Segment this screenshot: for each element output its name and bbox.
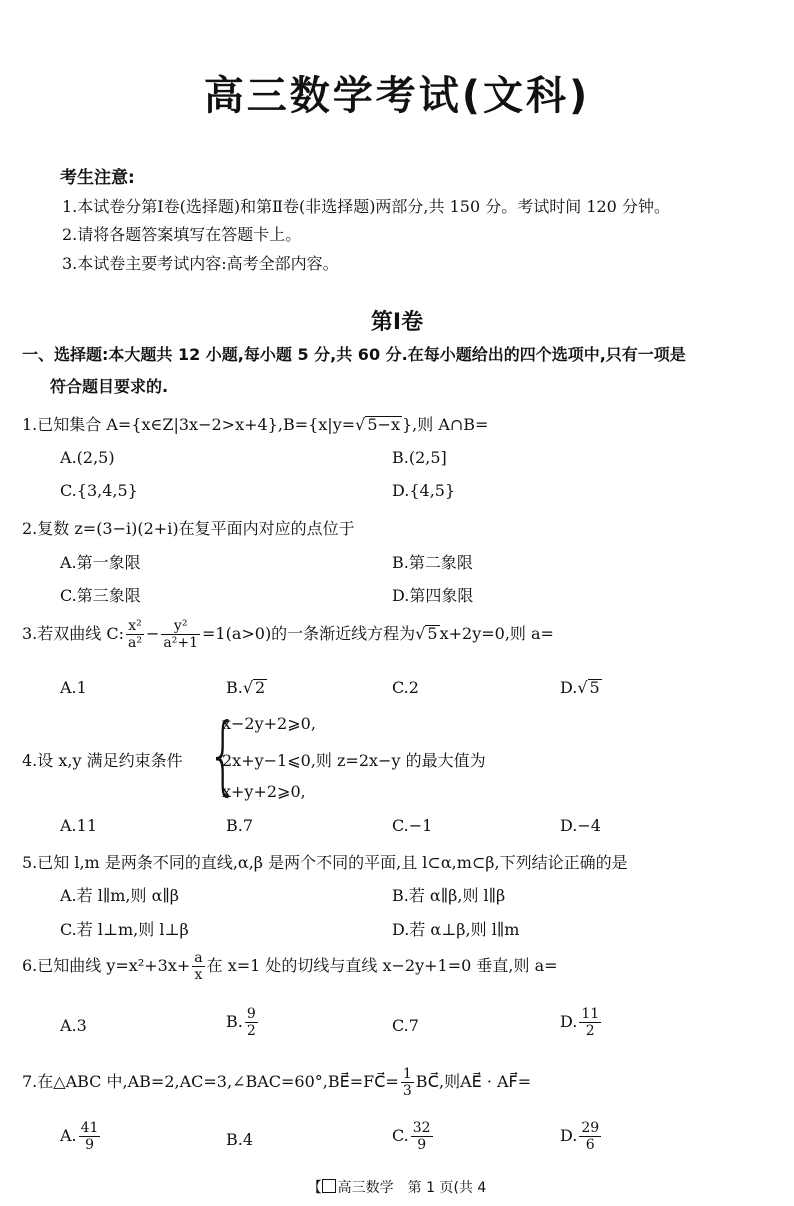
notice-item: 3.本试卷主要考试内容:高考全部内容。	[62, 254, 339, 273]
q7-option-c-label: C.	[392, 1126, 409, 1145]
q3-minus: −	[145, 624, 160, 643]
q7-frac-num: 1	[402, 1066, 412, 1082]
q6-frac-num: a	[194, 950, 203, 966]
q2-option-c: C.第三象限	[60, 586, 141, 605]
frac-num: 9	[246, 1006, 256, 1022]
sqrt-sign: √	[355, 415, 366, 434]
frac-den: 9	[417, 1137, 427, 1153]
exam-title: 高三数学考试(文科)	[203, 73, 591, 119]
q3-option-a: A.1	[60, 678, 87, 697]
q4-option-d: D.−4	[560, 816, 601, 835]
q3-frac1-den: a²	[128, 635, 142, 651]
q6-stem-a: 6.已知曲线 y=x²+3x+	[22, 956, 191, 975]
q6-option-b	[226, 1006, 260, 1039]
question-3	[22, 618, 554, 651]
q3-option-c: C.2	[392, 678, 419, 697]
q6-stem-b: 在 x=1 处的切线与直线 x−2y+1=0 垂直,则 a=	[206, 956, 558, 975]
q7-option-a-label: A.	[60, 1126, 77, 1145]
q7-option-d	[560, 1120, 603, 1153]
q3-option-d	[560, 678, 602, 697]
bracket-left: 【	[307, 1180, 322, 1196]
question-1	[22, 412, 488, 435]
q7-option-d-frac	[579, 1120, 601, 1153]
notice-item: 1.本试卷分第Ⅰ卷(选择题)和第Ⅱ卷(非选择题)两部分,共 150 分。考试时间 120 分钟。	[62, 197, 670, 216]
page-footer	[0, 1177, 794, 1197]
frac-num: 41	[80, 1120, 99, 1136]
q4-option-b: B.7	[226, 816, 254, 835]
q2-option-b: B.第二象限	[392, 553, 473, 572]
q7-stem-b: BC⃗,则AE⃗ · AF⃗=	[415, 1072, 532, 1091]
q4-option-a: A.11	[60, 816, 97, 835]
q1-option-c: C.{3,4,5}	[60, 481, 138, 500]
q7-option-a	[60, 1120, 102, 1153]
q7-option-c	[392, 1120, 435, 1153]
q7-fraction	[401, 1066, 414, 1099]
sqrt-sign: √	[242, 678, 254, 697]
q5-option-c: C.若 l⊥m,则 l⊥β	[60, 920, 189, 939]
q6-option-c: C.7	[392, 1016, 419, 1035]
q7-option-a-frac	[79, 1120, 101, 1153]
question-5: 5.已知 l,m 是两条不同的直线,α,β 是两个不同的平面,且 l⊂α,m⊂β,下列结论正确的是	[22, 853, 628, 872]
sqrt-sign: √	[415, 624, 426, 643]
notice-item: 2.请将各题答案填写在答题卡上。	[62, 225, 302, 244]
q4-option-c: C.−1	[392, 816, 433, 835]
q4-constraint-system	[208, 705, 486, 805]
question-2: 2.复数 z=(3−i)(2+i)在复平面内对应的点位于	[22, 519, 355, 538]
q3-option-d-label: D.	[560, 678, 578, 697]
q2-option-a: A.第一象限	[60, 553, 141, 572]
q3-option-d-sqrt: 5	[589, 678, 600, 697]
frac-den: 2	[246, 1023, 256, 1039]
section-instructions-cont: 符合题目要求的.	[50, 377, 169, 396]
q7-option-d-label: D.	[560, 1126, 578, 1145]
q4-constraint-1: x−2y+2⩾0,	[222, 714, 316, 733]
footer-text: 高三数学 第 1 页(共 4	[337, 1180, 487, 1196]
volume-title: 第Ⅰ卷	[370, 310, 424, 335]
frac-den: 6	[585, 1137, 595, 1153]
q3-stem-b: =1(a>0)的一条渐近线方程为	[201, 624, 416, 643]
q3-fraction-2	[161, 618, 200, 651]
q1-sqrt-arg: 5−x	[367, 415, 400, 434]
section-instructions: 一、选择题:本大题共 12 小题,每小题 5 分,共 60 分.在每小题给出的四个选项中,只有一项是	[22, 345, 686, 364]
question-6	[22, 950, 558, 983]
question-4: 4.设 x,y 满足约束条件	[22, 751, 183, 770]
frac-den: 2	[585, 1023, 595, 1039]
q3-stem-c: x+2y=0,则 a=	[439, 624, 554, 643]
q1-option-b: B.(2,5]	[392, 448, 447, 467]
question-7	[22, 1066, 531, 1099]
q3-option-b	[226, 678, 267, 697]
q6-option-a: A.3	[60, 1016, 87, 1035]
q7-option-b: B.4	[226, 1130, 254, 1149]
frac-num: 29	[581, 1120, 600, 1136]
q3-frac2-num: y²	[161, 618, 200, 635]
publisher-logo-icon	[322, 1179, 336, 1193]
frac-num: 11	[581, 1006, 600, 1022]
q1-option-d: D.{4,5}	[392, 481, 456, 500]
q3-frac2-den: a²+1	[163, 635, 198, 651]
left-brace: {	[208, 705, 239, 805]
q3-option-b-label: B.	[226, 678, 243, 697]
q2-option-d: D.第四象限	[392, 586, 474, 605]
q3-frac1-num: x²	[126, 618, 144, 635]
q3-sqrt-arg: 5	[427, 624, 438, 643]
q7-option-c-frac	[411, 1120, 433, 1153]
frac-num: 32	[412, 1120, 431, 1136]
q3-option-b-sqrt: 2	[255, 678, 266, 697]
q1-option-a: A.(2,5)	[60, 448, 115, 467]
sqrt-sign: √	[577, 678, 588, 697]
q6-option-d	[560, 1006, 603, 1039]
q4-constraint-2: 2x+y−1⩽0,则 z=2x−y 的最大值为	[222, 751, 486, 770]
q6-option-d-frac	[579, 1006, 601, 1039]
q3-fraction-1	[126, 618, 144, 651]
q5-option-b: B.若 α∥β,则 l∥β	[392, 886, 506, 905]
q5-option-a: A.若 l∥m,则 α∥β	[60, 886, 180, 905]
q6-option-b-label: B.	[226, 1012, 243, 1031]
q4-constraint-3: x+y+2⩾0,	[222, 782, 306, 801]
q6-option-b-frac	[245, 1006, 258, 1039]
q7-stem-a: 7.在△ABC 中,AB=2,AC=3,∠BAC=60°,BE⃗=FC⃗=	[22, 1072, 399, 1091]
q3-stem-a: 3.若双曲线 C:	[22, 624, 124, 643]
q1-stem-b: },则 A∩B=	[401, 415, 489, 434]
q7-frac-den: 3	[402, 1083, 412, 1099]
q1-stem-a: 1.已知集合 A={x∈Z|3x−2>x+4},B={x|y=	[22, 415, 356, 434]
q6-fraction	[192, 950, 204, 983]
notice-heading: 考生注意:	[60, 168, 135, 188]
frac-den: 9	[85, 1137, 95, 1153]
q6-option-d-label: D.	[560, 1012, 578, 1031]
q5-option-d: D.若 α⊥β,则 l∥m	[392, 920, 520, 939]
q6-frac-den: x	[194, 967, 203, 983]
